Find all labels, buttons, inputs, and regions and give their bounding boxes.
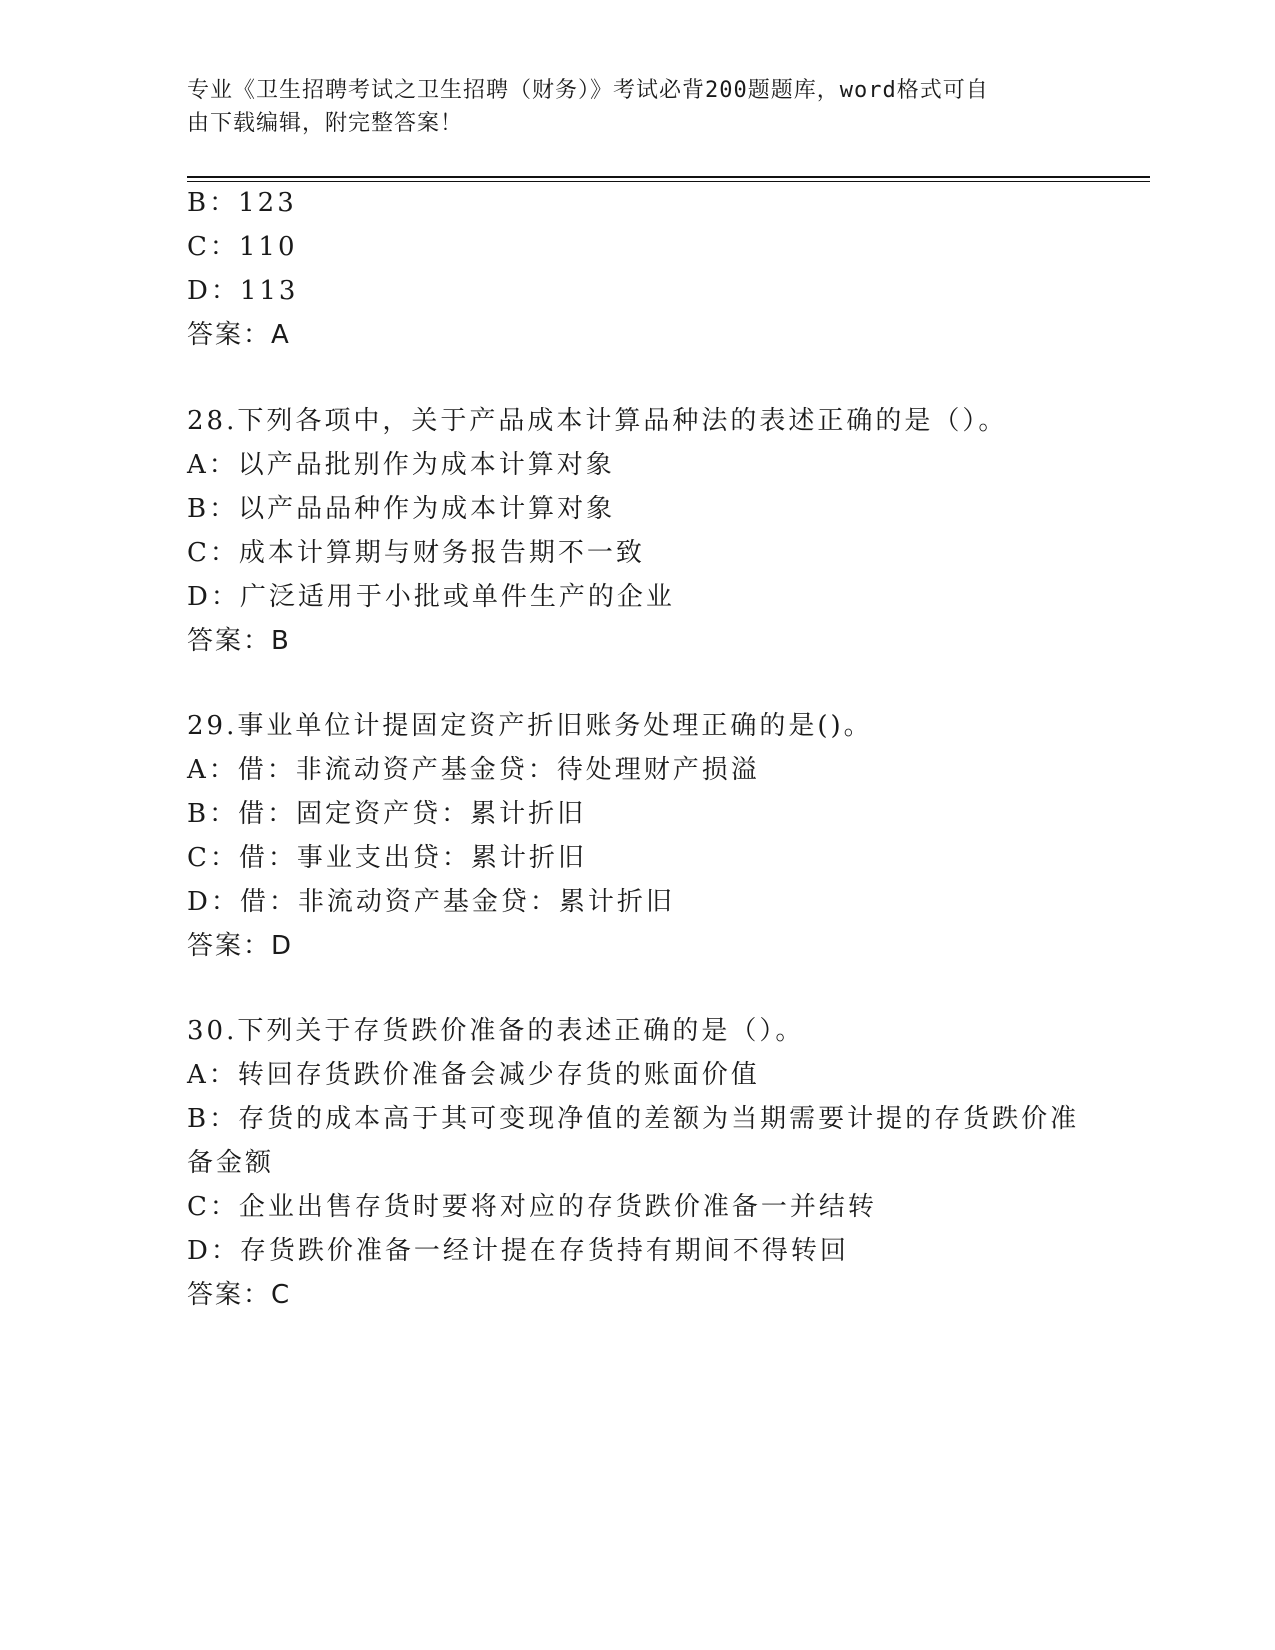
document-header [187,74,1067,140]
prev-option-b: B：123 [187,188,297,218]
q29-option-a: A：借：非流动资产基金贷：待处理财产损溢 [187,755,760,785]
prev-answer: 答案：A [187,320,291,350]
q29-option-b: B：借：固定资产贷：累计折旧 [187,799,587,829]
q30-option-d: D：存货跌价准备一经计提在存货持有期间不得转回 [187,1236,849,1266]
header-rule-thin [187,181,1150,182]
prev-option-d: D：113 [187,276,299,306]
q29-stem: 29.事业单位计提固定资产折旧账务处理正确的是()。 [187,711,873,741]
q28-option-a: A：以产品批别作为成本计算对象 [187,450,615,480]
q30-answer: 答案：C [187,1280,292,1310]
q30-option-b-continued: 备金额 [187,1148,275,1178]
q28-answer: 答案：B [187,626,291,656]
q28-stem: 28.下列各项中，关于产品成本计算品种法的表述正确的是（）。 [187,406,1008,436]
q30-stem: 30.下列关于存货跌价准备的表述正确的是（）。 [187,1016,805,1046]
q28-option-b: B：以产品品种作为成本计算对象 [187,494,616,524]
q29-option-d: D：借：非流动资产基金贷：累计折旧 [187,887,675,917]
header-line-1: 专业《卫生招聘考试之卫生招聘（财务）》考试必背200题题库，word格式可自 [187,78,989,103]
header-rule-thick [187,176,1150,178]
prev-option-c: C：110 [187,232,298,262]
q30-option-a: A：转回存货跌价准备会减少存货的账面价值 [187,1060,760,1090]
q29-option-c: C：借：事业支出贷：累计折旧 [187,843,587,873]
q28-option-d: D：广泛适用于小批或单件生产的企业 [187,582,675,612]
q30-option-b: B：存货的成本高于其可变现净值的差额为当期需要计提的存货跌价准 [187,1104,1080,1134]
q30-option-c: C：企业出售存货时要将对应的存货跌价准备一并结转 [187,1192,877,1222]
q28-option-c: C：成本计算期与财务报告期不一致 [187,538,645,568]
q29-answer: 答案：D [187,931,294,961]
header-line-2: 由下载编辑，附完整答案！ [187,111,464,136]
